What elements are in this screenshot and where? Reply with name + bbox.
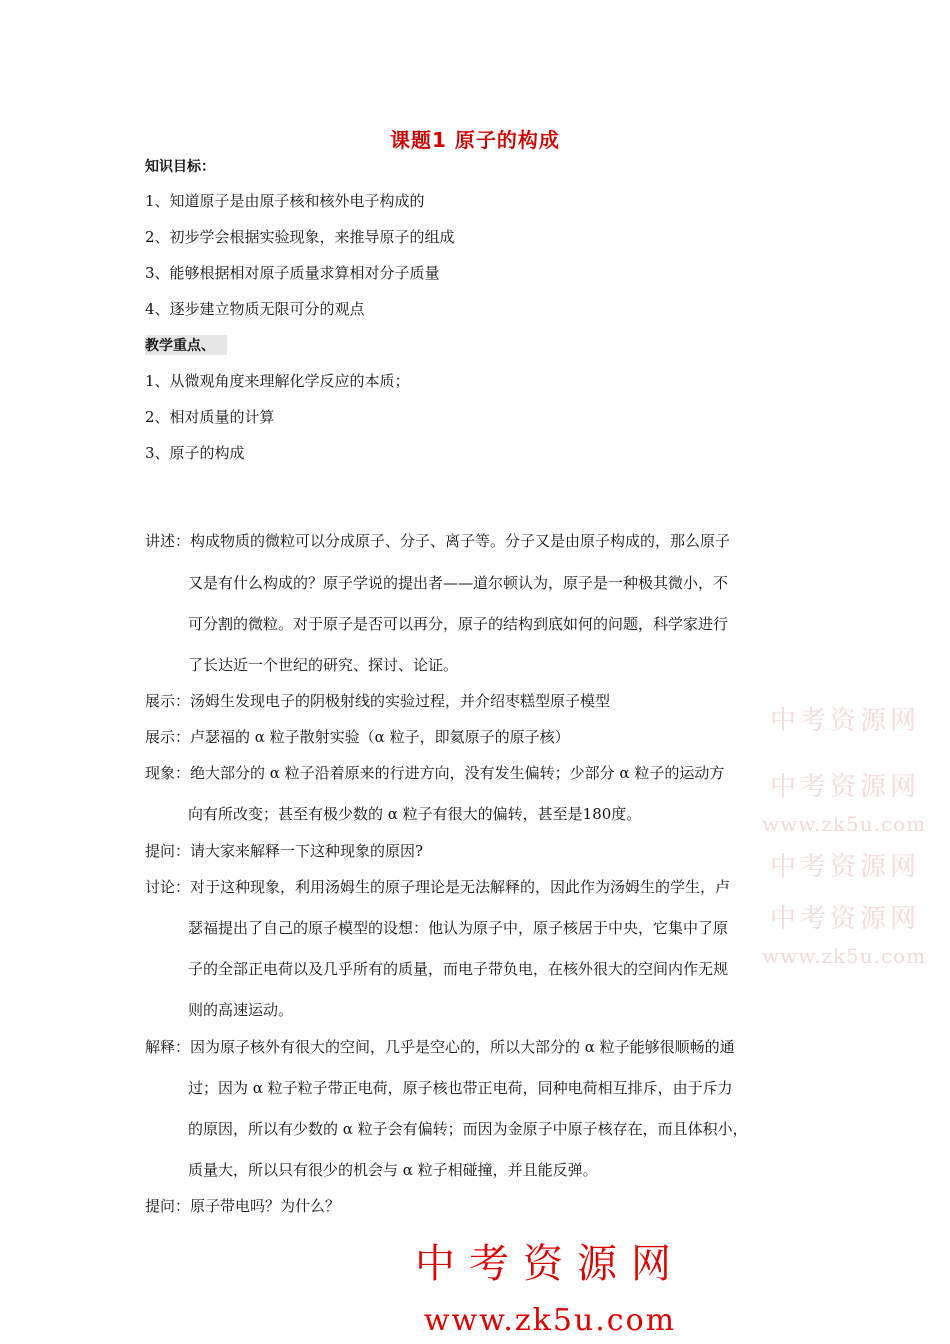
side-watermark-name-4: 中考资源网 xyxy=(770,904,921,934)
show-line-1: 展示：汤姆生发现电子的阴极射线的实验过程，并介绍枣糕型原子模型 xyxy=(145,692,611,710)
watermark-site-name: 中考资源网 xyxy=(415,1241,685,1287)
focus-item-1: 1、从微观角度来理解化学反应的本质； xyxy=(145,372,410,390)
phenomenon-line-2: 向有所改变；甚至有极少数的 α 粒子有很大的偏转，甚至是180度。 xyxy=(188,805,642,823)
discuss-line-4: 则的高速运动。 xyxy=(188,1001,294,1019)
knowledge-item-1: 1、知道原子是由原子核和核外电子构成的 xyxy=(145,192,425,210)
narrate-line-2: 又是有什么构成的？原子学说的提出者——道尔顿认为，原子是一种极其微小，不 xyxy=(188,574,729,592)
discuss-line-3: 子的全部正电荷以及几乎所有的质量，而电子带负电，在核外很大的空间内作无规 xyxy=(188,960,729,978)
focus-heading: 教学重点、 xyxy=(145,335,227,355)
phenomenon-line-1: 现象：绝大部分的 α 粒子沿着原来的行进方向，没有发生偏转；少部分 α 粒子的运动方 xyxy=(145,764,725,782)
side-watermark-url-2: www.zk5u.com xyxy=(762,944,927,968)
narrate-line-4: 了长达近一个世纪的研究、探讨、论证。 xyxy=(188,656,459,674)
narrate-line-1: 讲述：构成物质的微粒可以分成原子、分子、离子等。分子又是由原子构成的，那么原子 xyxy=(145,532,731,550)
question-line-2: 提问：原子带电吗？为什么？ xyxy=(145,1197,341,1215)
side-watermark-url-1: www.zk5u.com xyxy=(762,812,927,836)
explain-line-3: 的原因，所以有少数的 α 粒子会有偏转；而因为金原子中原子核存在，而且体积小， xyxy=(188,1120,748,1138)
explain-line-4: 质量大，所以只有很少的机会与 α 粒子相碰撞，并且能反弹。 xyxy=(188,1161,598,1179)
focus-item-3: 3、原子的构成 xyxy=(145,444,245,462)
knowledge-item-3: 3、能够根据相对原子质量求算相对分子质量 xyxy=(145,264,440,282)
watermark-site-url: www.zk5u.com xyxy=(423,1303,677,1338)
discuss-line-1: 讨论：对于这种现象，利用汤姆生的原子理论是无法解释的，因此作为汤姆生的学生，卢 xyxy=(145,878,731,896)
side-watermark-name-1: 中考资源网 xyxy=(770,706,921,736)
knowledge-heading: 知识目标： xyxy=(145,159,215,175)
page-title: 课题1 原子的构成 xyxy=(390,128,560,152)
narrate-line-3: 可分割的微粒。对于原子是否可以再分，原子的结构到底如何的问题，科学家进行 xyxy=(188,615,729,633)
side-watermark-name-2: 中考资源网 xyxy=(770,772,921,802)
discuss-line-2: 瑟福提出了自己的原子模型的设想：他认为原子中，原子核居于中央，它集中了原 xyxy=(188,919,729,937)
knowledge-item-4: 4、逐步建立物质无限可分的观点 xyxy=(145,300,365,318)
knowledge-item-2: 2、初步学会根据实验现象，来推导原子的组成 xyxy=(145,228,455,246)
question-line-1: 提问：请大家来解释一下这种现象的原因? xyxy=(145,842,424,860)
show-line-2: 展示：卢瑟福的 α 粒子散射实验（α 粒子，即氦原子的原子核） xyxy=(145,728,570,746)
side-watermark-name-3: 中考资源网 xyxy=(770,852,921,882)
focus-item-2: 2、相对质量的计算 xyxy=(145,408,275,426)
explain-line-1: 解释：因为原子核外有很大的空间，几乎是空心的，所以大部分的 α 粒子能够很顺畅的通 xyxy=(145,1038,735,1056)
explain-line-2: 过；因为 α 粒子粒子带正电荷，原子核也带正电荷，同种电荷相互排斥，由于斥力 xyxy=(188,1079,733,1097)
